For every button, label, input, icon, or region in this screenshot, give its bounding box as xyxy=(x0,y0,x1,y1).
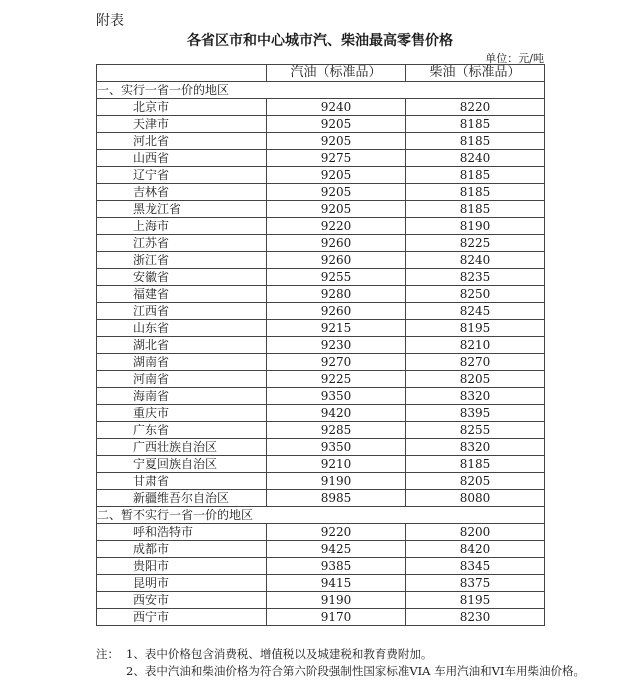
region-cell: 吉林省 xyxy=(97,184,267,201)
table-row xyxy=(97,303,545,320)
gasoline-price-cell: 9385 xyxy=(267,558,406,575)
table-row xyxy=(97,201,545,218)
region-cell: 成都市 xyxy=(97,541,267,558)
table-row xyxy=(97,116,545,133)
region-cell: 湖南省 xyxy=(97,354,267,371)
diesel-price-cell: 8320 xyxy=(406,388,545,405)
gasoline-price-cell: 9225 xyxy=(267,371,406,388)
diesel-price-cell: 8185 xyxy=(406,116,545,133)
diesel-price-cell: 8210 xyxy=(406,337,545,354)
diesel-price-cell: 8205 xyxy=(406,473,545,490)
table-row xyxy=(97,422,545,439)
table-row xyxy=(97,388,545,405)
region-cell: 福建省 xyxy=(97,286,267,303)
gasoline-price-cell: 9280 xyxy=(267,286,406,303)
table-row xyxy=(97,252,545,269)
diesel-price-cell: 8230 xyxy=(406,609,545,626)
notes xyxy=(96,646,585,680)
gasoline-price-cell: 9170 xyxy=(267,609,406,626)
gasoline-price-cell: 9190 xyxy=(267,473,406,490)
gasoline-price-cell: 9220 xyxy=(267,524,406,541)
diesel-price-cell: 8250 xyxy=(406,286,545,303)
gasoline-price-cell: 8985 xyxy=(267,490,406,507)
diesel-price-cell: 8185 xyxy=(406,456,545,473)
region-cell: 湖北省 xyxy=(97,337,267,354)
diesel-price-cell: 8395 xyxy=(406,405,545,422)
diesel-price-cell: 8185 xyxy=(406,167,545,184)
gasoline-price-cell: 9230 xyxy=(267,337,406,354)
section-label: 一、实行一省一价的地区 xyxy=(97,82,545,99)
table-row xyxy=(97,575,545,592)
gasoline-price-cell: 9260 xyxy=(267,252,406,269)
table-row xyxy=(97,558,545,575)
region-cell: 西宁市 xyxy=(97,609,267,626)
gasoline-price-cell: 9205 xyxy=(267,133,406,150)
gasoline-price-cell: 9425 xyxy=(267,541,406,558)
table-row xyxy=(97,354,545,371)
gasoline-price-cell: 9220 xyxy=(267,218,406,235)
gasoline-price-cell: 9240 xyxy=(267,99,406,116)
table-row xyxy=(97,218,545,235)
gasoline-price-cell: 9350 xyxy=(267,439,406,456)
region-cell: 上海市 xyxy=(97,218,267,235)
diesel-price-cell: 8080 xyxy=(406,490,545,507)
diesel-price-cell: 8185 xyxy=(406,184,545,201)
region-cell: 山东省 xyxy=(97,320,267,337)
table-row xyxy=(97,592,545,609)
header-gasoline: 汽油（标准品） xyxy=(267,65,406,82)
table-row xyxy=(97,490,545,507)
table-row xyxy=(97,337,545,354)
region-cell: 山西省 xyxy=(97,150,267,167)
gasoline-price-cell: 9215 xyxy=(267,320,406,337)
region-cell: 江苏省 xyxy=(97,235,267,252)
table-row xyxy=(97,286,545,303)
diesel-price-cell: 8190 xyxy=(406,218,545,235)
document-title: 各省区市和中心城市汽、柴油最高零售价格 xyxy=(187,33,453,49)
appendix-label: 附表 xyxy=(96,13,124,29)
table-row xyxy=(97,167,545,184)
gasoline-price-cell: 9285 xyxy=(267,422,406,439)
diesel-price-cell: 8235 xyxy=(406,269,545,286)
table-header-row xyxy=(97,65,545,82)
region-cell: 天津市 xyxy=(97,116,267,133)
region-cell: 浙江省 xyxy=(97,252,267,269)
region-cell: 重庆市 xyxy=(97,405,267,422)
note-1: 1、表中价格包含消费税、增值税以及城建税和教育费附加。 xyxy=(126,647,433,661)
table-row xyxy=(97,524,545,541)
note-2: 2、表中汽油和柴油价格为符合第六阶段强制性国家标准VIA 车用汽油和VI车用柴油价格。 xyxy=(126,664,585,678)
region-cell: 贵阳市 xyxy=(97,558,267,575)
gasoline-price-cell: 9190 xyxy=(267,592,406,609)
region-cell: 河南省 xyxy=(97,371,267,388)
table-row xyxy=(97,235,545,252)
region-cell: 新疆维吾尔自治区 xyxy=(97,490,267,507)
region-cell: 海南省 xyxy=(97,388,267,405)
diesel-price-cell: 8205 xyxy=(406,371,545,388)
section-header-row xyxy=(97,507,545,524)
diesel-price-cell: 8225 xyxy=(406,235,545,252)
table-row xyxy=(97,150,545,167)
diesel-price-cell: 8375 xyxy=(406,575,545,592)
table-row xyxy=(97,269,545,286)
diesel-price-cell: 8195 xyxy=(406,320,545,337)
region-cell: 江西省 xyxy=(97,303,267,320)
diesel-price-cell: 8345 xyxy=(406,558,545,575)
diesel-price-cell: 8320 xyxy=(406,439,545,456)
unit-label: 单位：元/吨 xyxy=(485,52,544,65)
fuel-price-table xyxy=(96,64,545,626)
section-label: 二、暂不实行一省一价的地区 xyxy=(97,507,545,524)
gasoline-price-cell: 9420 xyxy=(267,405,406,422)
table-row xyxy=(97,473,545,490)
gasoline-price-cell: 9260 xyxy=(267,303,406,320)
gasoline-price-cell: 9255 xyxy=(267,269,406,286)
table-row xyxy=(97,184,545,201)
gasoline-price-cell: 9205 xyxy=(267,116,406,133)
region-cell: 辽宁省 xyxy=(97,167,267,184)
gasoline-price-cell: 9275 xyxy=(267,150,406,167)
gasoline-price-cell: 9205 xyxy=(267,184,406,201)
table-row xyxy=(97,609,545,626)
gasoline-price-cell: 9270 xyxy=(267,354,406,371)
diesel-price-cell: 8185 xyxy=(406,201,545,218)
diesel-price-cell: 8220 xyxy=(406,99,545,116)
region-cell: 甘肃省 xyxy=(97,473,267,490)
table-row xyxy=(97,439,545,456)
header-region xyxy=(97,65,267,82)
region-cell: 广西壮族自治区 xyxy=(97,439,267,456)
table-row xyxy=(97,320,545,337)
region-cell: 河北省 xyxy=(97,133,267,150)
region-cell: 广东省 xyxy=(97,422,267,439)
diesel-price-cell: 8270 xyxy=(406,354,545,371)
diesel-price-cell: 8185 xyxy=(406,133,545,150)
region-cell: 昆明市 xyxy=(97,575,267,592)
region-cell: 安徽省 xyxy=(97,269,267,286)
diesel-price-cell: 8255 xyxy=(406,422,545,439)
gasoline-price-cell: 9415 xyxy=(267,575,406,592)
diesel-price-cell: 8245 xyxy=(406,303,545,320)
region-cell: 宁夏回族自治区 xyxy=(97,456,267,473)
gasoline-price-cell: 9205 xyxy=(267,167,406,184)
notes-label: 注： xyxy=(96,647,119,661)
diesel-price-cell: 8195 xyxy=(406,592,545,609)
header-diesel: 柴油（标准品） xyxy=(406,65,545,82)
gasoline-price-cell: 9205 xyxy=(267,201,406,218)
region-cell: 北京市 xyxy=(97,99,267,116)
region-cell: 呼和浩特市 xyxy=(97,524,267,541)
region-cell: 黑龙江省 xyxy=(97,201,267,218)
table-row xyxy=(97,371,545,388)
gasoline-price-cell: 9350 xyxy=(267,388,406,405)
gasoline-price-cell: 9210 xyxy=(267,456,406,473)
region-cell: 西安市 xyxy=(97,592,267,609)
table-row xyxy=(97,99,545,116)
gasoline-price-cell: 9260 xyxy=(267,235,406,252)
diesel-price-cell: 8420 xyxy=(406,541,545,558)
table-row xyxy=(97,456,545,473)
table-row xyxy=(97,405,545,422)
table-row xyxy=(97,133,545,150)
table-row xyxy=(97,541,545,558)
section-header-row xyxy=(97,82,545,99)
diesel-price-cell: 8200 xyxy=(406,524,545,541)
diesel-price-cell: 8240 xyxy=(406,150,545,167)
diesel-price-cell: 8240 xyxy=(406,252,545,269)
